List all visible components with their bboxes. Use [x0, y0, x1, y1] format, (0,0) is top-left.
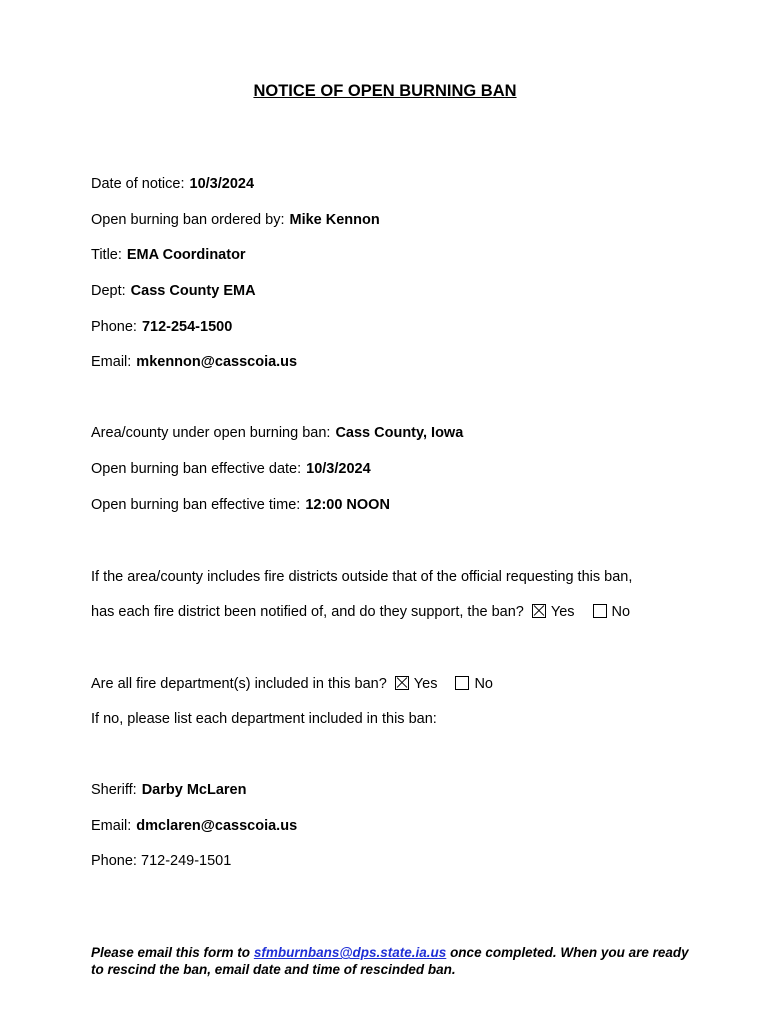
page-title: NOTICE OF OPEN BURNING BAN — [253, 82, 517, 100]
ordered-by-row — [91, 210, 380, 230]
all-departments-question: Are all fire department(s) included in this ban? — [91, 676, 387, 692]
departments-followup: If no, please list each department included in this ban: — [91, 711, 437, 727]
email-value: mkennon@casscoia.us — [136, 354, 298, 370]
q1-yes-checkbox[interactable] — [532, 604, 546, 618]
dept-value: Cass County EMA — [130, 283, 256, 299]
title-label: Title: — [91, 247, 122, 263]
q2-no-label: No — [474, 676, 493, 692]
effective-time-value: 12:00 NOON — [305, 497, 390, 513]
fire-districts-question-row — [91, 602, 630, 622]
date-of-notice-label: Date of notice: — [91, 176, 185, 192]
email-label: Email: — [91, 354, 132, 370]
area-label: Area/county under open burning ban: — [91, 425, 331, 441]
q1-no-label: No — [611, 604, 631, 620]
sheriff-email-label: Email: — [91, 818, 132, 834]
q1-yes-label: Yes — [550, 604, 575, 620]
ordered-by-value: Mike Kennon — [289, 212, 380, 228]
effective-time-row — [91, 495, 390, 515]
effective-date-label: Open burning ban effective date: — [91, 461, 302, 477]
sheriff-email-value: dmclaren@casscoia.us — [136, 818, 298, 834]
sheriff-email-row — [91, 816, 297, 836]
effective-date-value: 10/3/2024 — [306, 461, 371, 477]
effective-time-label: Open burning ban effective time: — [91, 497, 301, 513]
dept-label: Dept: — [91, 283, 126, 299]
footer-instructions — [91, 944, 691, 978]
date-of-notice-value: 10/3/2024 — [189, 176, 255, 192]
phone-row — [91, 317, 232, 337]
all-departments-question-row — [91, 674, 493, 694]
effective-date-row — [91, 459, 371, 479]
sheriff-row — [91, 780, 246, 800]
fire-districts-question-line1: If the area/county includes fire districts outside that of the official requesting this ban, — [91, 569, 633, 585]
phone-value: 712-254-1500 — [141, 319, 233, 335]
area-value: Cass County, Iowa — [335, 425, 464, 441]
sheriff-phone-value: 712-249-1501 — [141, 853, 232, 869]
sheriff-value: Darby McLaren — [141, 782, 247, 798]
dept-row — [91, 281, 256, 301]
phone-label: Phone: — [91, 319, 137, 335]
title-value: EMA Coordinator — [126, 247, 246, 263]
sheriff-label: Sheriff: — [91, 782, 137, 798]
email-row — [91, 352, 297, 372]
fire-districts-question-line2: has each fire district been notified of, and do they support, the ban? — [91, 604, 524, 620]
q2-yes-label: Yes — [413, 676, 438, 692]
q2-yes-checkbox[interactable] — [395, 676, 409, 690]
footer-text-before: Please email this form to — [91, 945, 251, 960]
title-row — [91, 245, 246, 265]
footer-email-link[interactable]: sfmburnbans@dps.state.ia.us — [253, 945, 447, 960]
area-row — [91, 423, 463, 443]
q2-no-checkbox[interactable] — [455, 676, 469, 690]
ordered-by-label: Open burning ban ordered by: — [91, 212, 285, 228]
sheriff-phone-label: Phone: — [91, 853, 137, 869]
sheriff-phone-row — [91, 851, 231, 871]
q1-no-checkbox[interactable] — [593, 604, 607, 618]
footer-text-after: once completed. When you are ready to rescind the ban, email date and time of rescinded ban. — [91, 945, 689, 977]
date-of-notice-row — [91, 174, 254, 194]
